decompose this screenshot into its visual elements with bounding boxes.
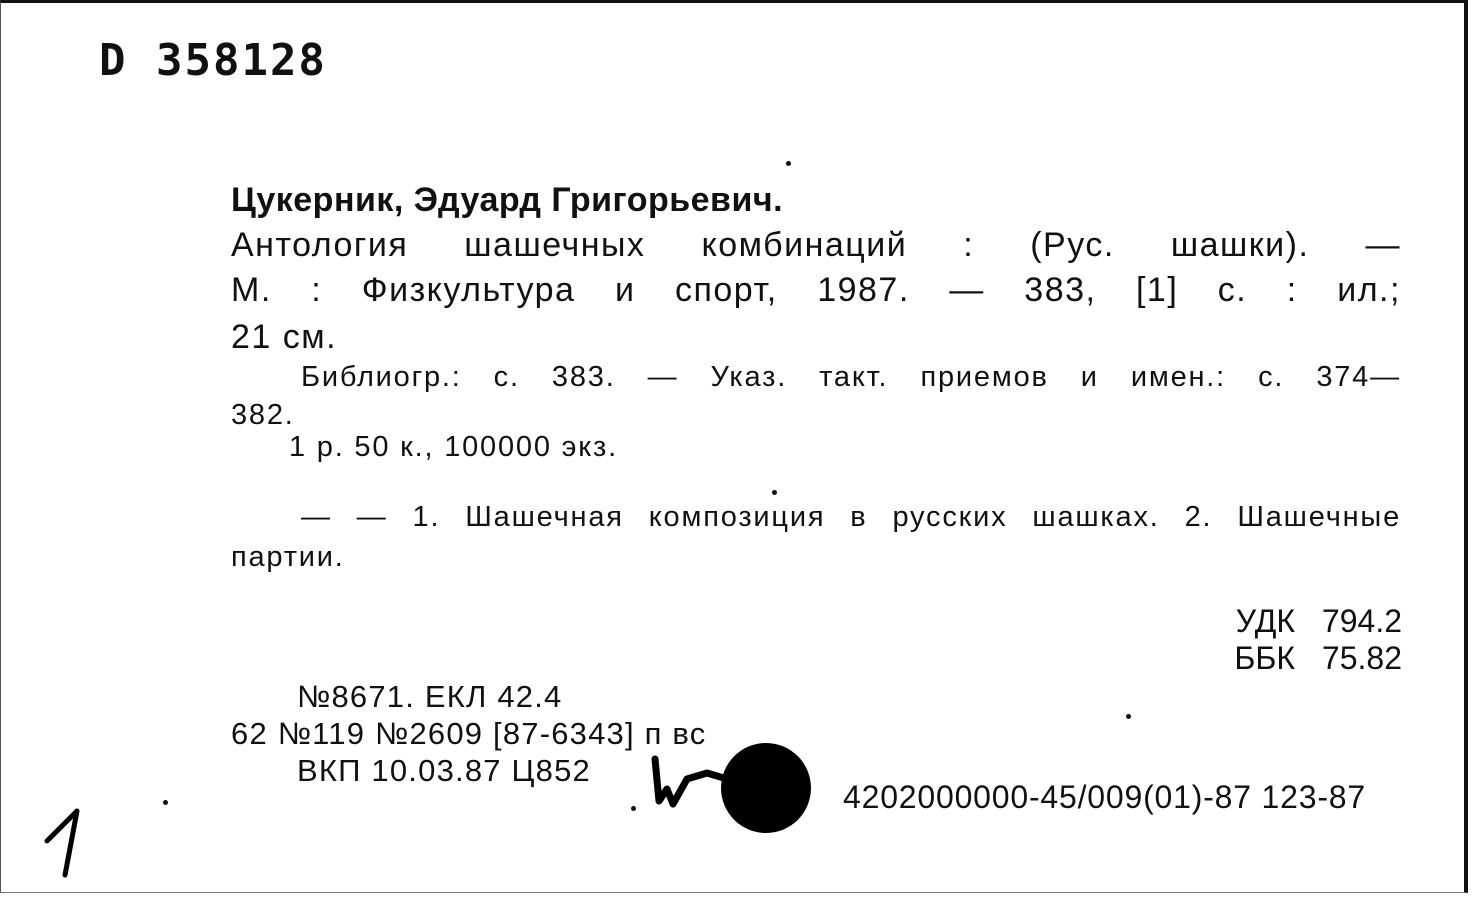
word: 374— (1316, 361, 1401, 393)
word: Указ. (710, 361, 788, 393)
word: [1] (1135, 271, 1179, 309)
bbk-row (1197, 640, 1402, 677)
word: и (1080, 361, 1099, 393)
word: (Рус. (1030, 226, 1115, 264)
word: Шашечные (1237, 501, 1401, 533)
word: 1987. (817, 271, 910, 309)
speck (786, 161, 791, 166)
word: с. (1217, 271, 1248, 309)
word: : (1286, 271, 1298, 309)
bibliography-note-line-2: 382. (231, 399, 295, 431)
word: : (311, 271, 323, 309)
author-heading: Цукерник, Эдуард Григорьевич. (231, 181, 784, 219)
word: — (647, 361, 679, 393)
word: Шашечная (465, 501, 624, 533)
handwritten-digit-mark (35, 803, 95, 883)
inventory-number: D 358128 (99, 35, 327, 86)
word: — (949, 271, 985, 309)
udk-row (1197, 603, 1402, 640)
word: — (356, 501, 388, 533)
classification-label: УДК (1235, 603, 1295, 639)
title-line-3: 21 см. (231, 318, 338, 356)
word: ил.; (1337, 271, 1401, 309)
word: шашки). (1170, 226, 1310, 264)
word: Антология (231, 226, 409, 264)
word: шашках. (1032, 501, 1160, 533)
word: 1. (412, 501, 441, 533)
word: комбинаций (701, 226, 908, 264)
service-line-2: 62 №119 №2609 [87-6343] п вс (231, 716, 707, 751)
subject-headings-line-2: партии. (231, 541, 345, 573)
word: — (301, 501, 332, 533)
classification-block (1197, 603, 1402, 677)
word: : (963, 226, 975, 264)
word: 383, (1024, 271, 1097, 309)
isbn-code: 4202000000-45/009(01)-87 123-87 (843, 779, 1366, 815)
word: 383. (551, 361, 616, 393)
subject-headings-line-1 (301, 503, 1401, 532)
classification-label: ББК (1234, 640, 1295, 676)
word: и (614, 271, 636, 309)
title-line-1 (231, 228, 1401, 262)
speck (772, 490, 777, 495)
title-line-2 (231, 273, 1401, 307)
speck (163, 800, 168, 805)
word: М. (231, 271, 272, 309)
word: спорт, (674, 271, 778, 309)
word: 2. (1184, 501, 1213, 533)
service-line-3: ВКП 10.03.87 Ц852 (297, 753, 591, 788)
word: — (1365, 226, 1401, 264)
price-and-print-run: 1 р. 50 к., 100000 экз. (289, 431, 618, 463)
word: композиция (648, 501, 826, 533)
word: в (850, 501, 868, 533)
classification-value: 75.82 (1321, 640, 1402, 676)
word: с. (493, 361, 520, 393)
service-line-1: №8671. ЕКЛ 42.4 (297, 679, 563, 714)
speck (1126, 714, 1131, 719)
word: такт. (819, 361, 889, 393)
word: Физкультура (361, 271, 576, 309)
bibliography-note-line-1 (301, 363, 1401, 392)
ink-blot (721, 743, 811, 833)
word: шашечных (464, 226, 646, 264)
speck (631, 806, 636, 811)
word: с. (1258, 361, 1285, 393)
word: приемов (920, 361, 1049, 393)
word: имен.: (1130, 361, 1227, 393)
word: Библиогр.: (301, 361, 462, 393)
classification-value: 794.2 (1321, 603, 1402, 639)
word: русских (892, 501, 1008, 533)
